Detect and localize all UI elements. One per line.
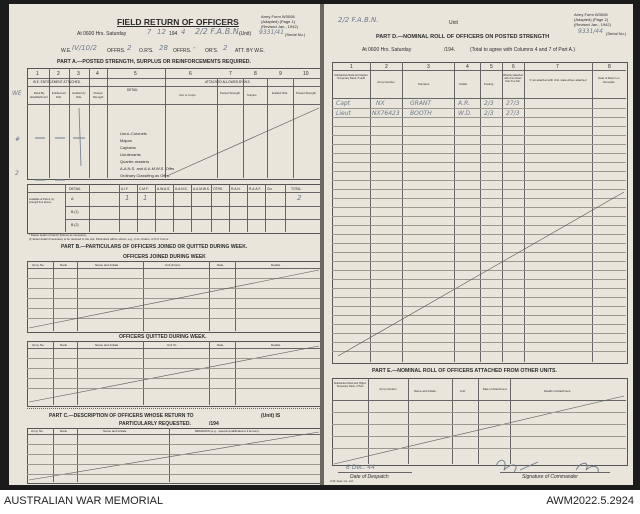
quitted-col: Date. bbox=[217, 343, 225, 347]
part-c-unit: (Unit) IS bbox=[261, 413, 281, 419]
part-e-col: Unit. bbox=[460, 389, 466, 393]
col-number: 3 bbox=[77, 71, 80, 77]
part-e-col: Army Number bbox=[379, 387, 397, 391]
detail-col: C.M.F. bbox=[139, 187, 149, 191]
col-number: 9 bbox=[279, 71, 282, 77]
detail-label: DETAIL bbox=[69, 187, 81, 191]
entry-initials: W.D. bbox=[458, 110, 472, 117]
left-page bbox=[9, 4, 320, 485]
joined-col: Date. bbox=[217, 263, 225, 267]
quitted-col: Name and Initials. bbox=[95, 343, 120, 347]
unit-hw: 2/2 F.A.B.N. bbox=[338, 16, 379, 24]
form-reference: Army Form W3008 (Adapted) (Page 1) (Revised Jan., 1942) bbox=[261, 14, 298, 29]
part-c-col: REMARKS (e.g., special qualifications if known). bbox=[195, 429, 260, 433]
col-header: Entitlement W.E. bbox=[52, 91, 66, 99]
form-reference: Army Form W3008 (Adapted) (Page 2) (Revised Jan., 1942) bbox=[574, 12, 611, 27]
attached-allowed-heading: ATTACHED ALLOWED BY W.E. bbox=[205, 80, 251, 84]
part-e-col: Name and Initials. bbox=[414, 389, 437, 393]
unit-label: Unit bbox=[449, 20, 458, 26]
ors-label: O.R'S. bbox=[139, 48, 154, 54]
part-c-heading: PART C.—DESCRIPTION OF OFFICERS WHOSE RETURN TO bbox=[49, 413, 194, 419]
col-header: Surname bbox=[418, 82, 430, 86]
detail-col: A.W.A.S. bbox=[157, 187, 171, 191]
part-d-heading: PART D.—NOMINAL ROLL OF OFFICERS ON POSTED STRENGTH bbox=[376, 34, 550, 40]
col-header: Posting bbox=[484, 82, 494, 86]
rank-item: Captains bbox=[120, 145, 136, 150]
entry-posting: 2/3 bbox=[484, 100, 494, 107]
avail-row-label: A. bbox=[71, 197, 75, 201]
we-value: IV/10/2 bbox=[72, 44, 97, 52]
part-c-table bbox=[27, 428, 320, 484]
col-header: Posted Strength bbox=[92, 91, 104, 99]
joined-col: Unit (From). bbox=[165, 263, 181, 267]
detail-col: Civ. bbox=[267, 187, 273, 191]
joined-title: OFFICERS JOINED DURING WEEK bbox=[123, 254, 206, 260]
rank-item: A.A.N.S. and A.A.M.W.S. Offrs bbox=[120, 166, 175, 171]
col-number: 1 bbox=[36, 71, 39, 77]
at-line-label: At 0600 Hrs. Saturday bbox=[77, 31, 127, 37]
part-d-at-date: /194. bbox=[444, 47, 456, 53]
col-number: 2 bbox=[385, 64, 388, 70]
col-header: Posted Strength bbox=[219, 91, 241, 95]
col-header: If not attached with Unit, state where attached bbox=[529, 78, 587, 82]
joined-col: Name and Initials. bbox=[95, 263, 120, 267]
col-header: Substantive Rank and Higher Temporary Rank, if Held bbox=[334, 74, 368, 81]
col-number: 5 bbox=[490, 64, 493, 70]
col-number: 3 bbox=[427, 64, 430, 70]
quitted-title: OFFICERS QUITTED DURING WEEK. bbox=[119, 334, 207, 340]
att-by-we: ATT. BY W.E. bbox=[235, 48, 265, 54]
col-number: 10 bbox=[303, 71, 309, 77]
rank-item: Majors bbox=[120, 138, 133, 143]
offrs-label: OFFRS. bbox=[107, 48, 126, 54]
ors2-label: OR'S. bbox=[205, 48, 219, 54]
entry-number: NX76423 bbox=[372, 110, 400, 117]
avail-row-label: B.(2) bbox=[71, 223, 79, 227]
avail-value: 1 bbox=[143, 194, 148, 202]
at-line-year: 4 bbox=[181, 28, 186, 36]
detail-col: TOTAL bbox=[291, 187, 302, 191]
part-d-note: (Total to agree with Columns 4 and 7 of Part A.) bbox=[470, 47, 576, 53]
avail-row-label: B.(1) bbox=[71, 210, 79, 214]
part-a-heading: PART A.—POSTED STRENGTH, SURPLUS OR REINFORCEMENTS REQUIRED. bbox=[57, 59, 251, 65]
part-d-at-line: At 0600 Hrs. Saturday bbox=[362, 47, 412, 53]
available-label: Available at Part A, by strength line above: bbox=[29, 198, 55, 205]
part-c-col: Army No. bbox=[31, 429, 44, 433]
serial-label: (Serial No.) bbox=[606, 31, 627, 36]
quitted-col: Rank. bbox=[60, 343, 68, 347]
offrs2-value: - bbox=[193, 44, 196, 52]
serial-number-hw: 9331/44 bbox=[578, 28, 603, 35]
part-b-heading: PART B.—PARTICULARS OF OFFICERS JOINED OR QUITTED DURING WEEK. bbox=[61, 244, 248, 250]
detail-header: DETAIL bbox=[127, 88, 138, 92]
right-page bbox=[324, 4, 633, 485]
commander-signature bbox=[324, 4, 633, 485]
at-line-month: 12 bbox=[157, 28, 166, 36]
col-header: Entitled W.E. bbox=[271, 91, 288, 95]
offrs-value: 2 bbox=[127, 44, 132, 52]
at-line-year-prefix: 194 bbox=[169, 31, 178, 37]
at-line-unit: 2/2 F.A.B.N. bbox=[195, 27, 242, 36]
col-number: 1 bbox=[350, 64, 353, 70]
part-c-col: Name and Initials. bbox=[103, 429, 128, 433]
ors2-value: 2 bbox=[223, 44, 228, 52]
joined-col: Rank. bbox=[60, 263, 68, 267]
col-number: 7 bbox=[229, 71, 232, 77]
entry-initials: A.R. bbox=[458, 100, 471, 107]
footnote: * Delete detail of branch (below) as necessary. bbox=[29, 233, 87, 237]
entry-surname: BOOTH bbox=[410, 110, 432, 117]
part-e-col: Date of Attachment. bbox=[482, 387, 508, 391]
rank-item: Lieutenants bbox=[120, 152, 141, 157]
col-header: Entitled by W.E. bbox=[72, 91, 86, 99]
rank-item: Ordinary Classifing as Offrs. bbox=[120, 173, 170, 178]
we-entitled-heading: W.E. ENTITLEMENT ATTACHED. bbox=[33, 80, 81, 84]
rank-item: Lieut.-Colonels bbox=[120, 131, 147, 136]
footer-accession: AWM2022.5.2924 bbox=[546, 495, 634, 507]
col-header: Arm or Corps bbox=[179, 93, 196, 97]
detail-col: A.A.N.S. bbox=[175, 187, 188, 191]
printer-mark: A.W. Aust. Co. Ltd. bbox=[330, 479, 354, 483]
archive-footer bbox=[0, 490, 640, 514]
col-number: 7 bbox=[556, 64, 559, 70]
detail-col: OTHS. bbox=[213, 187, 224, 191]
col-number: 2 bbox=[57, 71, 60, 77]
detail-col: A.A.M.W.S. bbox=[193, 187, 210, 191]
col-header: Posted Strength bbox=[295, 91, 317, 95]
col-header: Date of Return or Remarks bbox=[598, 76, 620, 84]
despatch-date-hw: 6 Dec. 44 bbox=[346, 464, 375, 471]
col-header: Surplus bbox=[247, 93, 257, 97]
entry-surname: GRANT bbox=[410, 100, 432, 107]
part-c-date: /194 bbox=[209, 421, 219, 427]
part-e-col: Details of Attachment. bbox=[544, 389, 572, 393]
quitted-col: Details. bbox=[271, 343, 282, 347]
part-e-heading: PART E.—NOMINAL ROLL OF OFFICERS ATTACHED FROM OTHER UNITS. bbox=[372, 368, 557, 374]
part-c-subheading: PARTICULARLY REQUESTED. bbox=[119, 421, 191, 427]
col-header: Initials bbox=[459, 82, 467, 86]
col-number: 6 bbox=[189, 71, 192, 77]
col-header: Army Number bbox=[377, 80, 395, 84]
joined-col: Army No. bbox=[32, 263, 45, 267]
offrs2-label: OFFRS. bbox=[173, 48, 192, 54]
entry-extra: 27/3 bbox=[506, 110, 520, 117]
part-c-col: Rank. bbox=[60, 429, 68, 433]
rank-item: Quarter-masters bbox=[120, 159, 150, 164]
detail-col: R.A.N. bbox=[231, 187, 241, 191]
signature-label: Signature of Commander bbox=[522, 474, 578, 480]
we-label: W.E. bbox=[61, 48, 72, 54]
footnote: (1) Enter detail if necessary to be returned to the unit. Particulars will be shown, e.g., in G. Orders, or N.Z. Forms. bbox=[29, 237, 170, 241]
margin-mark: 2 bbox=[15, 170, 19, 177]
detail-col: A.I.F. bbox=[121, 187, 129, 191]
margin-mark: WE bbox=[12, 90, 22, 97]
detail-col: R.A.A.F. bbox=[249, 187, 262, 191]
col-header: Whether attached with Unit shown Part D or Rel. bbox=[503, 74, 523, 84]
serial-number-hw: 9331/41 bbox=[259, 29, 284, 36]
avail-value: 2 bbox=[297, 194, 302, 202]
col-number: 8 bbox=[254, 71, 257, 77]
form-title: FIELD RETURN OF OFFICERS bbox=[117, 17, 239, 27]
entry-rank: Lieut bbox=[336, 110, 351, 117]
col-number: 8 bbox=[608, 64, 611, 70]
quitted-col: Unit To. bbox=[167, 343, 178, 347]
col-number: 6 bbox=[512, 64, 515, 70]
entry-posting: 2/3 bbox=[484, 110, 494, 117]
serial-label: (Serial No.) bbox=[285, 32, 306, 37]
despatch-label: Date of Despatch bbox=[350, 474, 389, 480]
col-number: 4 bbox=[466, 64, 469, 70]
entry-extra: 27/3 bbox=[506, 100, 520, 107]
joined-col: Details. bbox=[271, 263, 282, 267]
at-line-unit-suffix: (Unit) bbox=[239, 31, 252, 37]
avail-value: 1 bbox=[125, 194, 130, 202]
ors-value: 28 bbox=[159, 44, 168, 52]
margin-mark: # bbox=[15, 136, 21, 143]
entry-rank: Capt bbox=[336, 100, 351, 107]
quitted-col: Army No. bbox=[32, 343, 45, 347]
entry-number: NX bbox=[376, 100, 385, 107]
footer-institution: AUSTRALIAN WAR MEMORIAL bbox=[4, 495, 164, 507]
quitted-table bbox=[27, 341, 320, 407]
col-number: 4 bbox=[96, 71, 99, 77]
at-line-day: 7 bbox=[147, 28, 152, 36]
part-e-col: Substantive Rank and Higher Temporary Rank, if Held bbox=[333, 382, 367, 389]
col-number: 5 bbox=[134, 71, 137, 77]
col-header: Rank By Establishment bbox=[30, 91, 48, 99]
